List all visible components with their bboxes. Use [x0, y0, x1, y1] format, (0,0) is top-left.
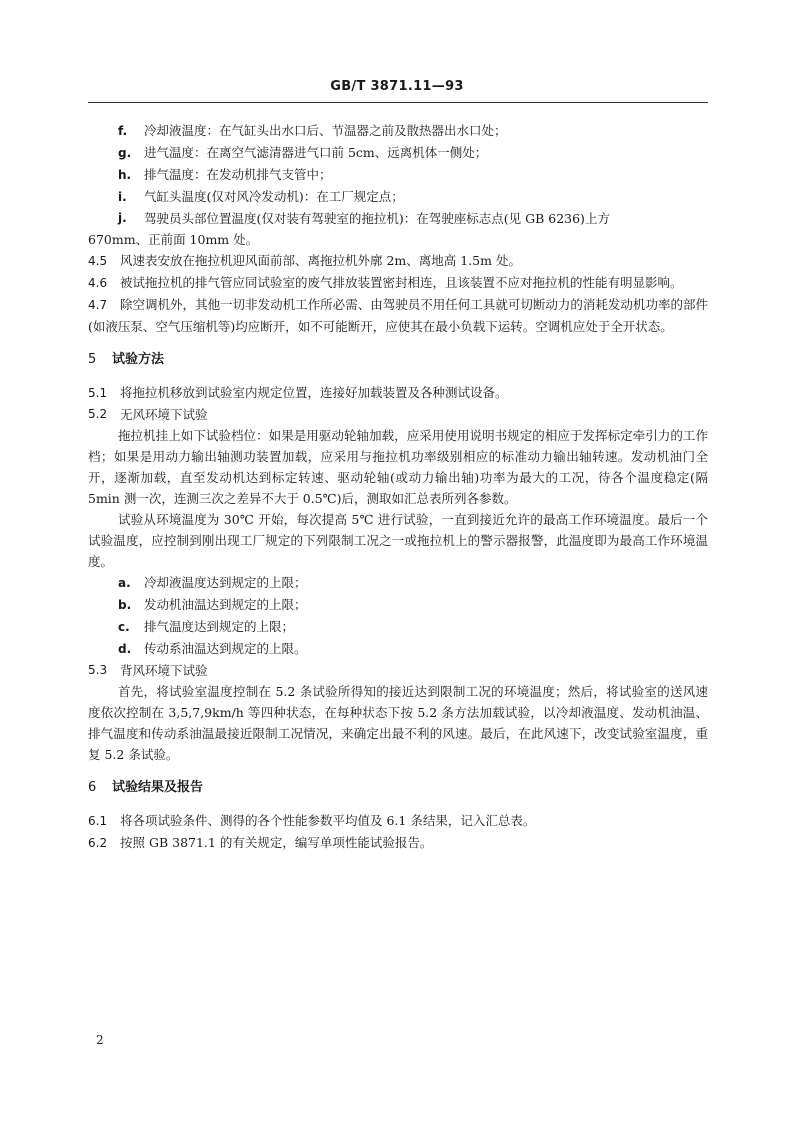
item-mark: j.: [118, 211, 127, 225]
standard-header: GB/T 3871.11—93: [330, 79, 464, 94]
clause-number: 5.1: [88, 386, 108, 400]
list-item: [118, 120, 708, 142]
clause-number: 6.1: [88, 814, 108, 828]
item-text: 进气温度：在离空气滤清器进气口前 5cm、远离机体一侧处；: [144, 145, 488, 160]
list-item: [118, 164, 708, 186]
item-text: 气缸头温度(仅对风冷发动机)：在工厂规定点；: [144, 189, 404, 204]
clause-number: 5.3: [88, 663, 108, 677]
clause-6-2: [88, 832, 708, 854]
section-heading-5: [88, 349, 708, 370]
section-title: 试验方法: [112, 352, 165, 367]
clause-number: 4.7: [88, 298, 108, 312]
item-text: 排气温度：在发动机排气支管中；: [144, 167, 332, 182]
item-text: 排气温度达到规定的上限；: [144, 619, 295, 634]
list-item: [118, 638, 708, 660]
clause-number: 5.2: [88, 407, 108, 421]
item-mark: h.: [118, 168, 132, 182]
clause-5-2-heading: [88, 404, 708, 425]
item-text: 冷却液温度达到规定的上限；: [144, 575, 307, 590]
clause-number: 6.2: [88, 836, 108, 850]
section-number: 6: [88, 780, 97, 795]
list-item: [118, 616, 708, 638]
clause-title: 背风环境下试验: [120, 663, 208, 678]
item-mark: a.: [118, 576, 131, 590]
list-item: [118, 572, 708, 594]
item-mark: c.: [118, 620, 130, 634]
list-item: [118, 186, 708, 208]
clause-text: 除空调机外，其他一切非发动机工作所必需、由驾驶员不用任何工具就可切断动力的消耗发动机功率的部件(如液压泵、空气压缩机等)均应断开，如不可能断开，应使其在最小负载下运转。空调机应处于全开状态。: [88, 297, 708, 334]
clause-text: 将拖拉机移放到试验室内规定位置，连接好加载装置及各种测试设备。: [120, 385, 508, 400]
clause-text: 风速表安放在拖拉机迎风面前部、离拖拉机外廓 2m、离地高 1.5m 处。: [120, 253, 521, 268]
clause-4-7: [88, 294, 708, 337]
item-mark: f.: [118, 124, 128, 138]
item-text: 传动系油温达到规定的上限。: [144, 641, 307, 656]
clause-4-6: [88, 272, 708, 294]
paragraph: 试验从环境温度为 30℃ 开始，每次提高 5℃ 进行试验，一直到接近允许的最高工作环境温度。最后一个试验温度，应控制到刚出现工厂规定的下列限制工况之一或拖拉机上的警示器报警，此温度即为最高工作环境温度。: [88, 512, 708, 569]
section-number: 5: [88, 352, 97, 367]
item-mark: i.: [118, 190, 127, 204]
clause-number: 4.6: [88, 276, 108, 290]
item-text: 驾驶员头部位置温度(仅对装有驾驶室的拖拉机)：在驾驶座标志点(见 GB 6236)上方: [144, 211, 610, 226]
paragraph: 拖拉机挂上如下试验档位：如果是用驱动轮轴加载，应采用使用说明书规定的相应于发挥标定牵引力的工作档；如果是用动力输出轴测功装置加载，应采用与拖拉机功率级别相应的标准动力输出轴转速。发动机油门全开，逐渐加载，直至发动机达到标定转速、驱动轮轴(或动力输出轴)功率为最大的工况，待各个温度稳定(隔 5min 测一次，连测三次之差异不大于 0.5℃)后，测取如汇总表所列各参数。: [88, 428, 708, 506]
clause-title: 无风环境下试验: [120, 407, 208, 422]
clause-text: 按照 GB 3871.1 的有关规定，编写单项性能试验报告。: [120, 835, 433, 850]
item-mark: g.: [118, 146, 132, 160]
section-title: 试验结果及报告: [112, 780, 204, 795]
clause-text: 将各项试验条件、测得的各个性能参数平均值及 6.1 条结果，记入汇总表。: [120, 813, 536, 828]
section-heading-6: [88, 777, 708, 798]
list-item: [118, 594, 708, 616]
clause-6-1: [88, 810, 708, 832]
clause-4-5: [88, 250, 708, 272]
item-text: 冷却液温度：在气缸头出水口后、节温器之前及散热器出水口处；: [144, 123, 507, 138]
item-mark: d.: [118, 642, 132, 656]
document-body: [88, 120, 708, 854]
header-rule: [88, 102, 708, 103]
list-item: [118, 142, 708, 164]
clause-text: 被试拖拉机的排气管应同试验室的废气排放装置密封相连，且该装置不应对拖拉机的性能有明显影响。: [120, 275, 683, 290]
item-text: 发动机油温达到规定的上限；: [144, 597, 307, 612]
list-item-j: [88, 208, 708, 250]
paragraph: 首先，将试验室温度控制在 5.2 条试验所得知的接近达到限制工况的环境温度；然后，将试验室的送风速度依次控制在 3,5,7,9km/h 等四种状态，在每种状态下按 5.2 条方法加载试验，以冷却液温度、发动机油温、排气温度和传动系油温最接近限制工况情况，来确定出最不利的风速。最后，在此风速下，改变试验室温度，重复 5.2 条试验。: [88, 684, 708, 762]
item-text-continued: 670mm、正前面 10mm 处。: [88, 232, 259, 247]
clause-5-1: [88, 382, 708, 404]
clause-number: 4.5: [88, 254, 108, 268]
page-number: 2: [96, 1033, 104, 1047]
clause-5-3-heading: [88, 660, 708, 681]
item-mark: b.: [118, 598, 132, 612]
